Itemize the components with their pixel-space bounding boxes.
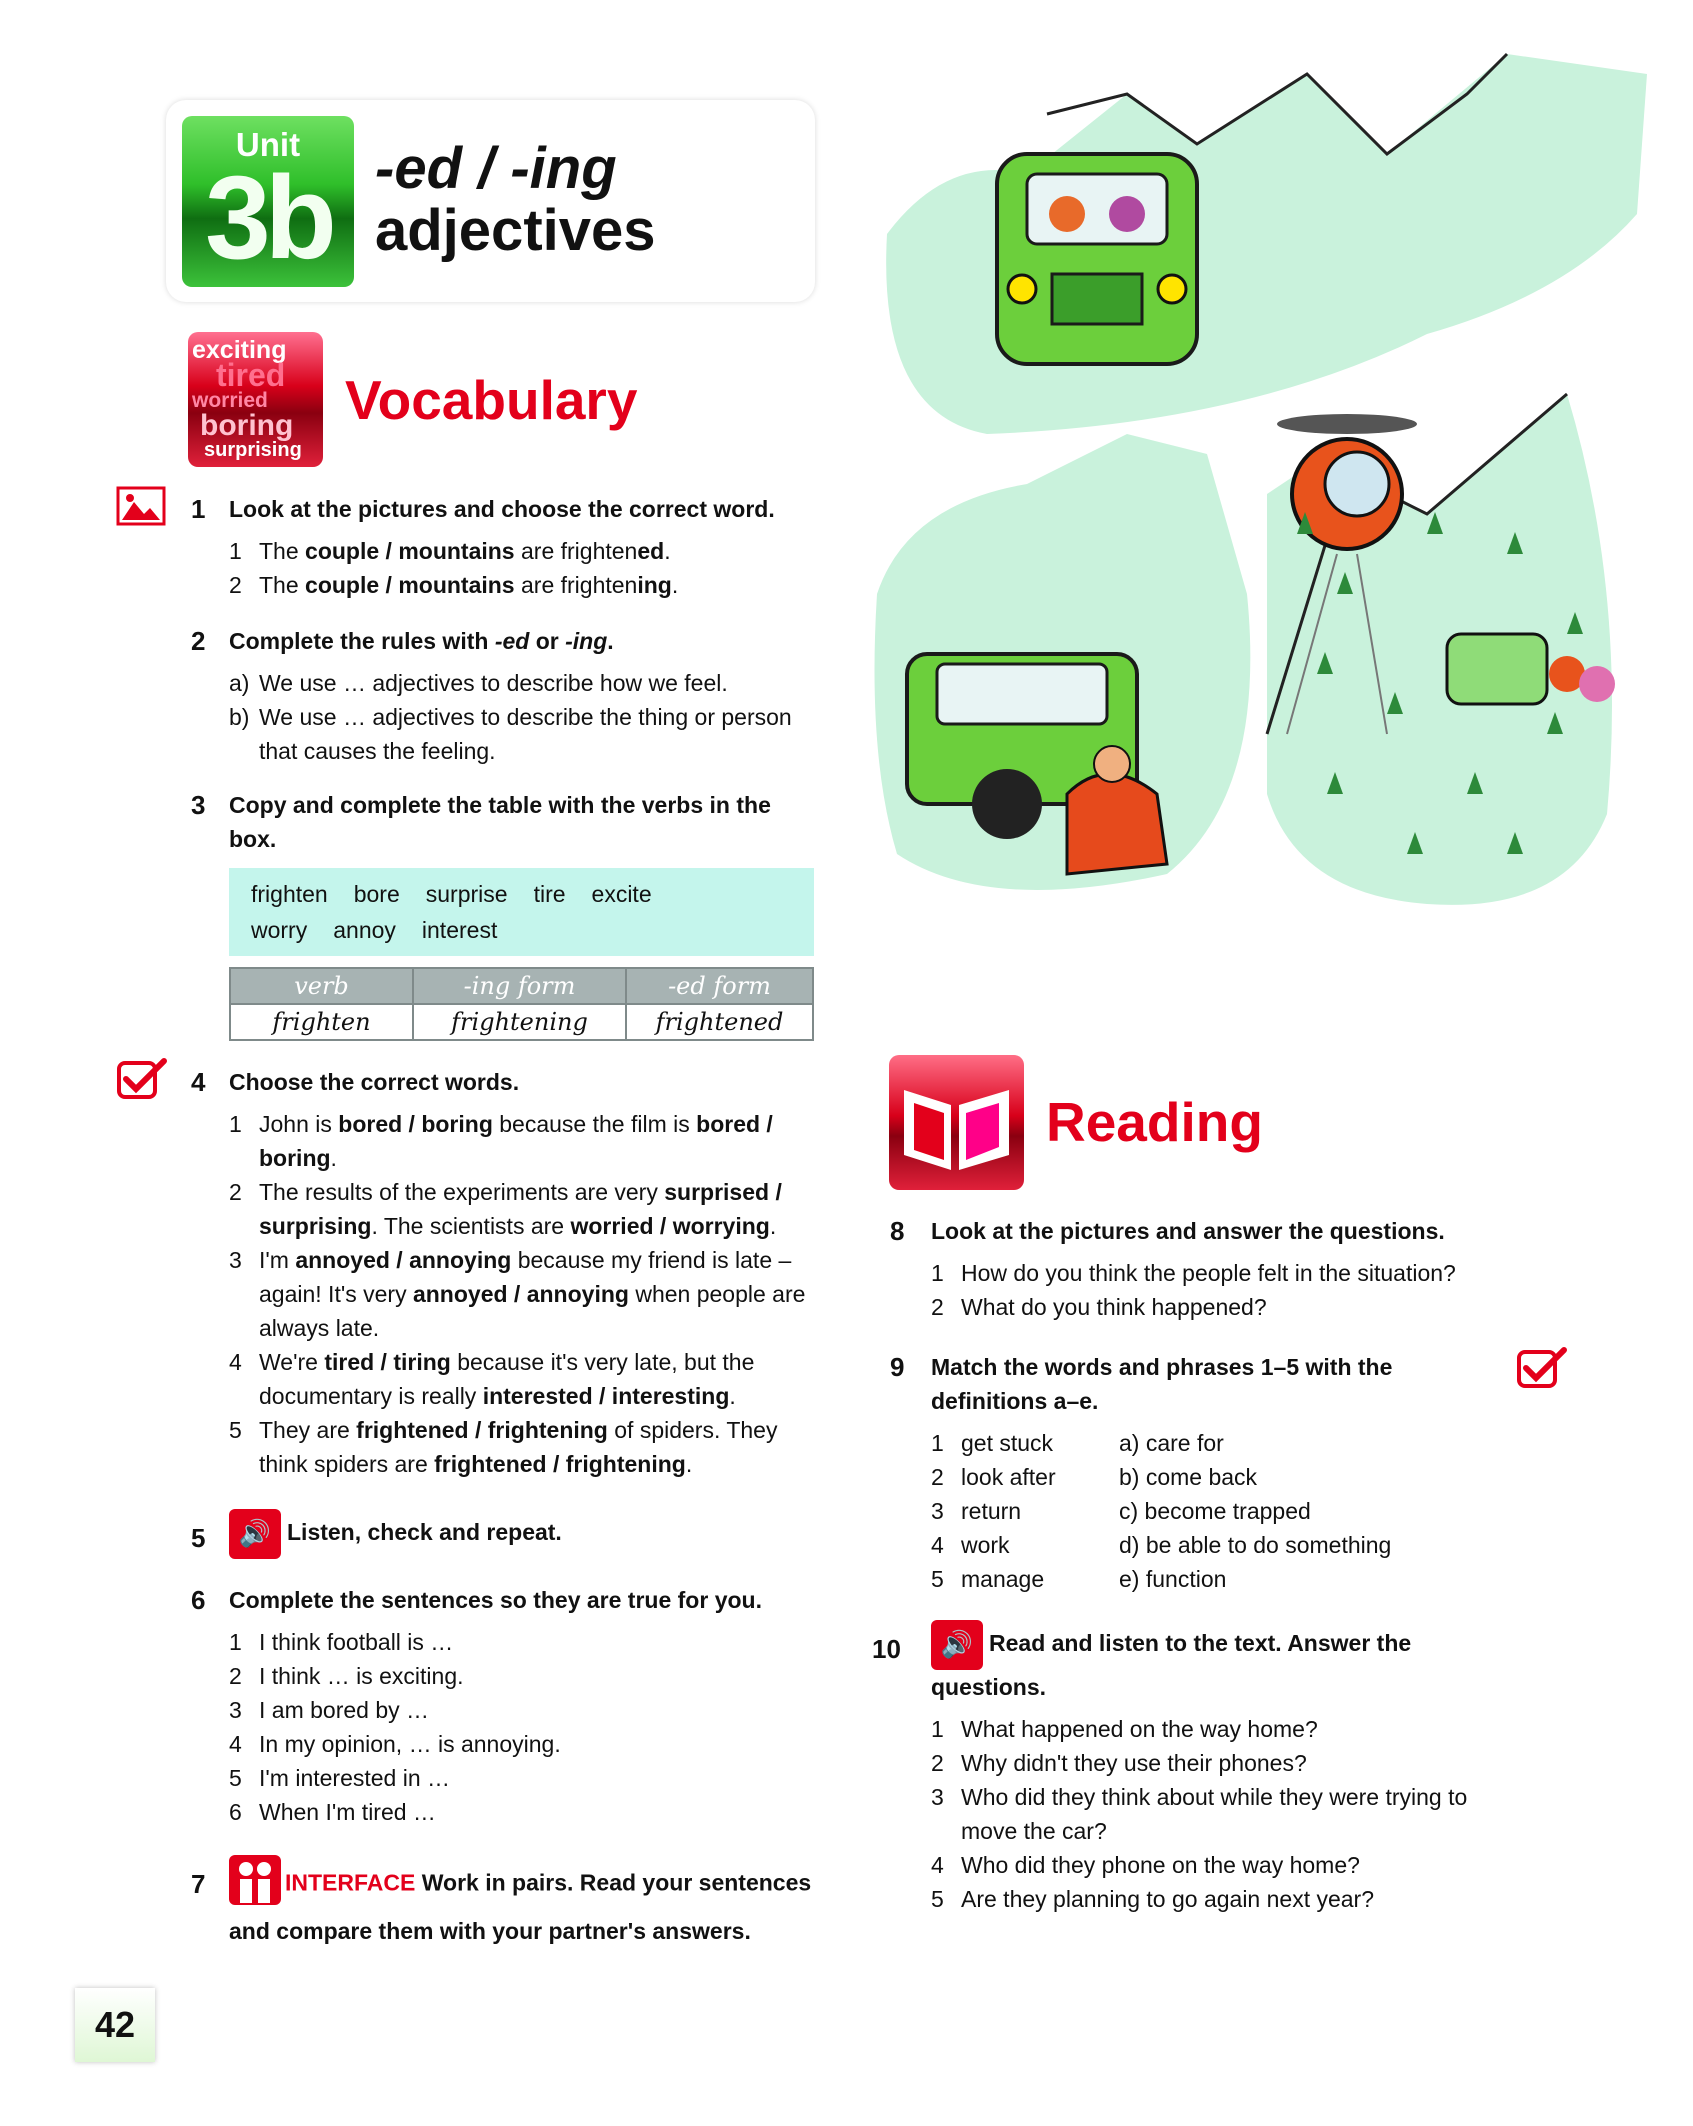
- item-number: 5: [229, 1765, 242, 1791]
- item-text: [259, 1761, 450, 1795]
- pair-work-icon: [229, 1855, 281, 1914]
- exercise-heading: Look at the pictures and choose the correct word.: [229, 496, 775, 522]
- text-segment: -ing: [565, 628, 608, 654]
- exercise-heading: Match the words and phrases 1–5 with the definitions a–e.: [931, 1354, 1393, 1414]
- reading-icon: [889, 1055, 1024, 1190]
- vocab-word: exciting: [192, 336, 287, 364]
- exercise-heading: Listen, check and repeat.: [287, 1519, 562, 1546]
- list-item: [229, 1693, 821, 1727]
- item-text: [259, 1625, 453, 1659]
- match-definition: b) come back: [1119, 1464, 1258, 1490]
- vocab-word: tired: [216, 357, 286, 393]
- item-number: 4: [229, 1731, 242, 1757]
- exercise-7-text: [229, 1855, 821, 1948]
- text-segment: because my friend is late – again! It's very: [259, 1247, 792, 1307]
- item-text: [259, 1345, 821, 1413]
- item-number: 2: [931, 1294, 944, 1320]
- item-number: 4: [931, 1852, 944, 1878]
- item-number: 3: [229, 1697, 242, 1723]
- vocab-word: surprising: [204, 439, 302, 461]
- text-segment: .: [769, 1213, 777, 1239]
- list-item: [931, 1712, 1512, 1746]
- text-segment: I'm: [259, 1247, 296, 1273]
- text-segment: I think … is exciting.: [259, 1663, 464, 1689]
- exercise-10-heading-line: [931, 1620, 1512, 1704]
- exercise-8: [872, 1214, 1512, 1324]
- text-segment: John is: [259, 1111, 339, 1137]
- list-item: [229, 1727, 821, 1761]
- exercise-4: [191, 1065, 821, 1481]
- text-segment: ing: [637, 572, 672, 598]
- interface-label: INTERFACE: [285, 1869, 416, 1896]
- list-item: [229, 1761, 821, 1795]
- word-box-row: [251, 876, 792, 912]
- list-item: [229, 568, 821, 602]
- item-number: 5: [931, 1886, 944, 1912]
- exercise-3: [191, 788, 821, 1041]
- text-segment: because it's very late, but the documentary is really: [259, 1349, 755, 1409]
- exercise-heading: [229, 624, 821, 658]
- item-text: [961, 1882, 1374, 1916]
- text-segment: bored / boring: [338, 1111, 493, 1137]
- table-row: [230, 1004, 813, 1040]
- item-text: [259, 1175, 821, 1243]
- exercise-heading: Look at the pictures and answer the questions.: [931, 1218, 1445, 1244]
- text-segment: I think football is …: [259, 1629, 454, 1655]
- list-item: [229, 534, 821, 568]
- item-text: [259, 1659, 464, 1693]
- left-column: [191, 492, 821, 1948]
- text-segment: annoyed / annoying: [412, 1281, 629, 1307]
- exercise-6: [191, 1583, 821, 1829]
- match-row: [931, 1562, 1512, 1596]
- list-item: [229, 1107, 821, 1175]
- item-number: 5: [931, 1566, 944, 1592]
- vocab-word: boring: [200, 409, 294, 442]
- text-segment: couple / mountains: [305, 538, 515, 564]
- text-segment: .: [607, 628, 614, 654]
- item-text: [259, 1693, 429, 1727]
- table-cell: frighten: [230, 1004, 413, 1040]
- illustration-snow-rescue: [867, 34, 1667, 920]
- exercise-1: [191, 492, 821, 602]
- page-title: [375, 138, 656, 262]
- text-segment: .: [671, 572, 679, 598]
- unit-number: 3b: [205, 152, 331, 284]
- text-segment: when people are always late.: [259, 1281, 806, 1341]
- text-segment: Who did they think about while they were trying to move the car?: [961, 1784, 1468, 1844]
- text-segment: of spiders. They think spiders are: [259, 1417, 778, 1477]
- item-text: [259, 700, 821, 768]
- word-box: [229, 868, 814, 956]
- text-segment: What happened on the way home?: [961, 1716, 1318, 1742]
- box-word: tire: [533, 881, 566, 907]
- speaker-icon[interactable]: 🔊: [931, 1620, 983, 1670]
- item-text: [259, 534, 671, 568]
- box-word: bore: [353, 881, 400, 907]
- text-segment: What do you think happened?: [961, 1294, 1267, 1320]
- table-cell: frightening: [413, 1004, 626, 1040]
- item-text: [961, 1746, 1307, 1780]
- item-number: 4: [931, 1532, 944, 1558]
- item-number: 3: [931, 1498, 944, 1524]
- box-word: frighten: [251, 881, 328, 907]
- text-segment: are frighten: [514, 538, 638, 564]
- item-number: a): [229, 670, 250, 696]
- text-segment: We're: [259, 1349, 325, 1375]
- box-word: interest: [421, 917, 498, 943]
- item-number: 2: [229, 1663, 242, 1689]
- item-text: [961, 1848, 1360, 1882]
- list-item: [931, 1780, 1512, 1848]
- item-text: [259, 1413, 821, 1481]
- exercise-number: 7: [191, 1869, 206, 1899]
- item-number: 1: [931, 1260, 944, 1286]
- text-segment: In my opinion, … is annoying.: [259, 1731, 561, 1757]
- item-number: 4: [229, 1349, 242, 1375]
- item-number: 2: [931, 1750, 944, 1776]
- list-item: [931, 1746, 1512, 1780]
- list-item: [229, 700, 821, 768]
- vocab-word: worried: [192, 389, 268, 412]
- match-word: manage: [961, 1566, 1045, 1592]
- text-segment: The: [259, 572, 306, 598]
- item-number: 1: [229, 1111, 242, 1137]
- text-segment: because the film is: [492, 1111, 697, 1137]
- text-segment: .: [330, 1145, 337, 1171]
- table-cell: frightened: [626, 1004, 813, 1040]
- text-segment: Are they planning to go again next year?: [961, 1886, 1375, 1912]
- item-text: [259, 1243, 821, 1345]
- text-segment: frightened / frightening: [356, 1417, 608, 1443]
- exercise-number: 9: [890, 1352, 905, 1382]
- text-segment: -ed: [494, 628, 530, 654]
- checkmark-icon: [1516, 1346, 1568, 1399]
- item-number: 3: [229, 1247, 242, 1273]
- exercise-heading: Work in pairs. Read your sentences and compare them with your partner's answers.: [229, 1869, 812, 1944]
- list-item: [229, 1175, 821, 1243]
- match-definition: e) function: [1119, 1566, 1227, 1592]
- item-number: b): [229, 704, 250, 730]
- reading-heading: Reading: [1046, 1091, 1263, 1153]
- box-word: surprise: [425, 881, 508, 907]
- title-line-1: -ed / -ing: [375, 136, 617, 201]
- checkmark-icon: [116, 1057, 168, 1110]
- title-line-2: adjectives: [375, 198, 656, 263]
- text-segment: .: [664, 538, 671, 564]
- box-word: excite: [591, 881, 652, 907]
- item-text: [961, 1780, 1512, 1848]
- text-segment: .: [685, 1451, 693, 1477]
- text-segment: frightened / frightening: [434, 1451, 686, 1477]
- text-segment: interested / interesting: [482, 1383, 730, 1409]
- item-number: 6: [229, 1799, 242, 1825]
- table-header: -ing form: [413, 968, 626, 1004]
- match-definition: d) be able to do something: [1119, 1532, 1392, 1558]
- forms-table: [229, 967, 814, 1041]
- text-segment: .: [729, 1383, 736, 1409]
- box-word: annoy: [333, 917, 396, 943]
- list-item: [229, 1345, 821, 1413]
- text-segment: The: [259, 538, 306, 564]
- item-number: 2: [229, 1179, 242, 1205]
- text-segment: Who did they phone on the way home?: [961, 1852, 1360, 1878]
- item-text: [961, 1290, 1267, 1324]
- exercise-9: [872, 1350, 1512, 1596]
- exercise-5-line: [229, 1509, 821, 1559]
- exercise-5: [191, 1509, 821, 1559]
- exercise-number: 10: [872, 1634, 901, 1664]
- exercise-number: 6: [191, 1585, 206, 1615]
- exercise-number: 5: [191, 1523, 206, 1553]
- list-item: [931, 1848, 1512, 1882]
- exercise-number: 8: [890, 1216, 905, 1246]
- box-word: worry: [251, 917, 308, 943]
- text-segment: I am bored by …: [259, 1697, 430, 1723]
- item-text: [259, 1727, 561, 1761]
- text-segment: surprised / surprising: [259, 1179, 782, 1239]
- match-definition: a) care for: [1119, 1430, 1224, 1456]
- item-number: 1: [931, 1430, 944, 1456]
- right-column: [872, 1214, 1512, 1916]
- text-segment: We use … adjectives to describe the thing or person that causes the feeling.: [259, 704, 792, 764]
- list-item: [229, 666, 821, 700]
- item-text: [961, 1256, 1456, 1290]
- exercise-number: 2: [191, 626, 206, 656]
- page-number: 42: [75, 1988, 155, 2062]
- item-text: [259, 1107, 821, 1175]
- item-number: 2: [931, 1464, 944, 1490]
- list-item: [229, 1243, 821, 1345]
- item-number: 2: [229, 572, 242, 598]
- exercise-heading: Copy and complete the table with the verbs in the box.: [229, 792, 771, 852]
- text-segment: We use … adjectives to describe how we feel.: [259, 670, 728, 696]
- match-word: look after: [961, 1464, 1056, 1490]
- table-header: verb: [230, 968, 413, 1004]
- match-row: [931, 1528, 1512, 1562]
- word-box-row: [251, 912, 792, 948]
- list-item: [229, 1413, 821, 1481]
- item-text: [961, 1712, 1318, 1746]
- text-segment: or: [529, 628, 566, 654]
- item-text: [259, 568, 678, 602]
- exercise-number: 1: [191, 494, 206, 524]
- exercise-2: [191, 624, 821, 768]
- match-word: return: [961, 1498, 1022, 1524]
- match-row: [931, 1494, 1512, 1528]
- list-item: [931, 1256, 1512, 1290]
- text-segment: When I'm tired …: [259, 1799, 436, 1825]
- exercise-heading: Choose the correct words.: [229, 1069, 520, 1095]
- item-number: 3: [931, 1784, 944, 1810]
- list-item: [229, 1625, 821, 1659]
- exercise-number: 3: [191, 790, 206, 820]
- text-segment: annoyed / annoying: [295, 1247, 512, 1273]
- match-row: [931, 1426, 1512, 1460]
- text-segment: . The scientists are: [371, 1213, 571, 1239]
- list-item: [931, 1290, 1512, 1324]
- item-number: 1: [229, 1629, 242, 1655]
- speaker-icon[interactable]: 🔊: [229, 1509, 281, 1559]
- unit-label: Unit: [235, 126, 301, 163]
- item-number: 1: [931, 1716, 944, 1742]
- text-segment: Why didn't they use their phones?: [961, 1750, 1307, 1776]
- exercise-number: 4: [191, 1067, 206, 1097]
- text-segment: I'm interested in …: [259, 1765, 451, 1791]
- text-segment: How do you think the people felt in the situation?: [961, 1260, 1456, 1286]
- text-segment: couple / mountains: [305, 572, 515, 598]
- list-item: [229, 1659, 821, 1693]
- list-item: [931, 1882, 1512, 1916]
- text-segment: bored / boring: [259, 1111, 773, 1171]
- match-row: [931, 1460, 1512, 1494]
- table-header-row: [230, 968, 813, 1004]
- vocabulary-icon: [188, 332, 323, 467]
- item-number: 5: [229, 1417, 242, 1443]
- text-segment: The results of the experiments are very: [259, 1179, 665, 1205]
- exercise-7: [191, 1855, 821, 1948]
- text-segment: are frighten: [514, 572, 638, 598]
- match-word: work: [961, 1532, 1010, 1558]
- item-text: [259, 666, 728, 700]
- text-segment: Complete the rules with: [229, 628, 495, 654]
- text-segment: worried / worrying: [570, 1213, 770, 1239]
- match-word: get stuck: [961, 1430, 1054, 1456]
- table-header: -ed form: [626, 968, 813, 1004]
- item-number: 1: [229, 538, 242, 564]
- text-segment: tired / tiring: [324, 1349, 451, 1375]
- text-segment: ed: [637, 538, 665, 564]
- vocabulary-heading: Vocabulary: [345, 369, 638, 431]
- match-definition: c) become trapped: [1119, 1498, 1311, 1524]
- list-item: [229, 1795, 821, 1829]
- unit-badge: [182, 116, 354, 287]
- picture-icon: [116, 486, 166, 532]
- exercise-10: [872, 1620, 1512, 1916]
- item-text: [259, 1795, 436, 1829]
- text-segment: They are: [259, 1417, 357, 1443]
- exercise-heading: Read and listen to the text. Answer the questions.: [931, 1630, 1412, 1700]
- exercise-heading: Complete the sentences so they are true for you.: [229, 1587, 762, 1613]
- jeep-top: [997, 154, 1197, 364]
